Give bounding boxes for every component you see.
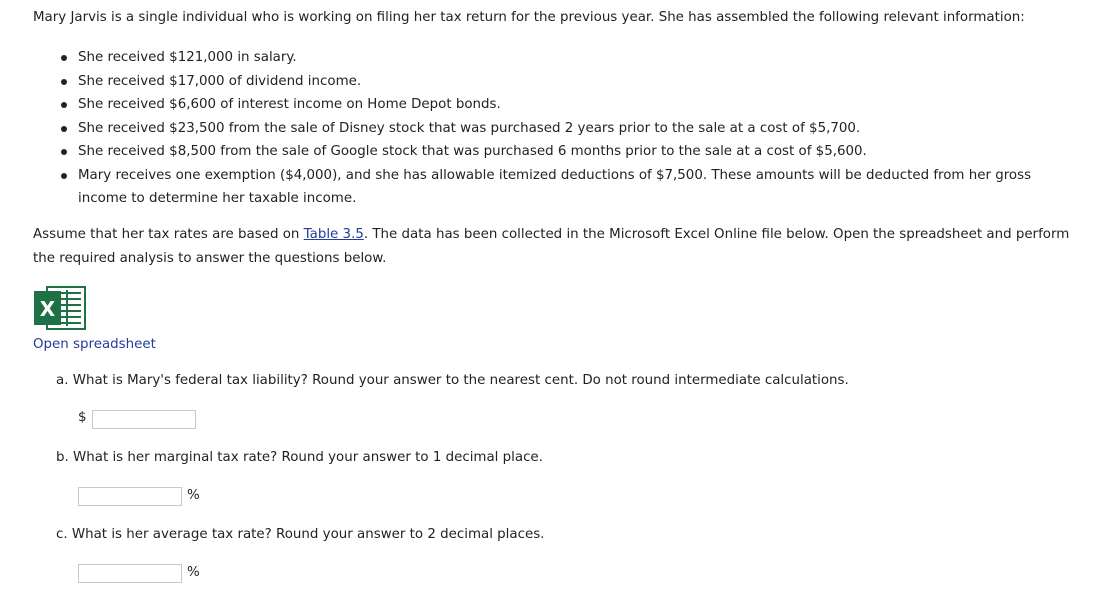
- average-rate-input[interactable]: [78, 564, 182, 583]
- question-c-label: c. What is her average tax rate? Round your answer to 2 decimal places.: [56, 527, 545, 542]
- dollar-prefix: $: [78, 410, 87, 425]
- tax-liability-input[interactable]: [92, 410, 196, 429]
- assumption-text-start: Assume that her tax rates are based on: [33, 227, 304, 242]
- list-item-text-continued: income to determine her taxable income.: [78, 191, 357, 206]
- percent-suffix: %: [187, 565, 200, 580]
- facts-list: [58, 46, 1031, 211]
- list-item-text: Mary receives one exemption ($4,000), and she has allowable itemized deductions of $7,500. These amounts will be deducted from her gross: [78, 167, 1032, 183]
- question-b-label: b. What is her marginal tax rate? Round your answer to 1 decimal place.: [56, 450, 543, 465]
- marginal-rate-input[interactable]: [78, 487, 182, 506]
- list-item: She received $23,500 from the sale of Disney stock that was purchased 2 years prior to the sale at a cost of $5,700.: [58, 117, 1031, 141]
- intro-text: Mary Jarvis is a single individual who is working on filing her tax return for the previous year. She has assembled the following relevant information:: [33, 10, 1025, 25]
- table-link[interactable]: Table 3.5: [303, 227, 364, 242]
- excel-icon-letter: X: [39, 297, 56, 321]
- list-item: She received $8,500 from the sale of Google stock that was purchased 6 months prior to the sale at a cost of $5,600.: [58, 140, 1031, 164]
- assumption-text-end: . The data has been collected in the Microsoft Excel Online file below. Open the spreadsheet and perform: [363, 227, 1070, 242]
- excel-icon[interactable]: [33, 286, 87, 330]
- assumption-text: [33, 223, 1069, 270]
- list-item: She received $121,000 in salary.: [58, 46, 1031, 70]
- list-item: She received $6,600 of interest income on Home Depot bonds.: [58, 93, 1031, 117]
- question-a-label: a. What is Mary's federal tax liability? Round your answer to the nearest cent. Do not round intermediate calculations.: [56, 373, 849, 388]
- percent-suffix: %: [187, 488, 200, 503]
- open-spreadsheet-link[interactable]: Open spreadsheet: [33, 337, 156, 352]
- list-item: [58, 164, 1031, 211]
- list-item: She received $17,000 of dividend income.: [58, 70, 1031, 94]
- assumption-text-line2: the required analysis to answer the questions below.: [33, 250, 387, 266]
